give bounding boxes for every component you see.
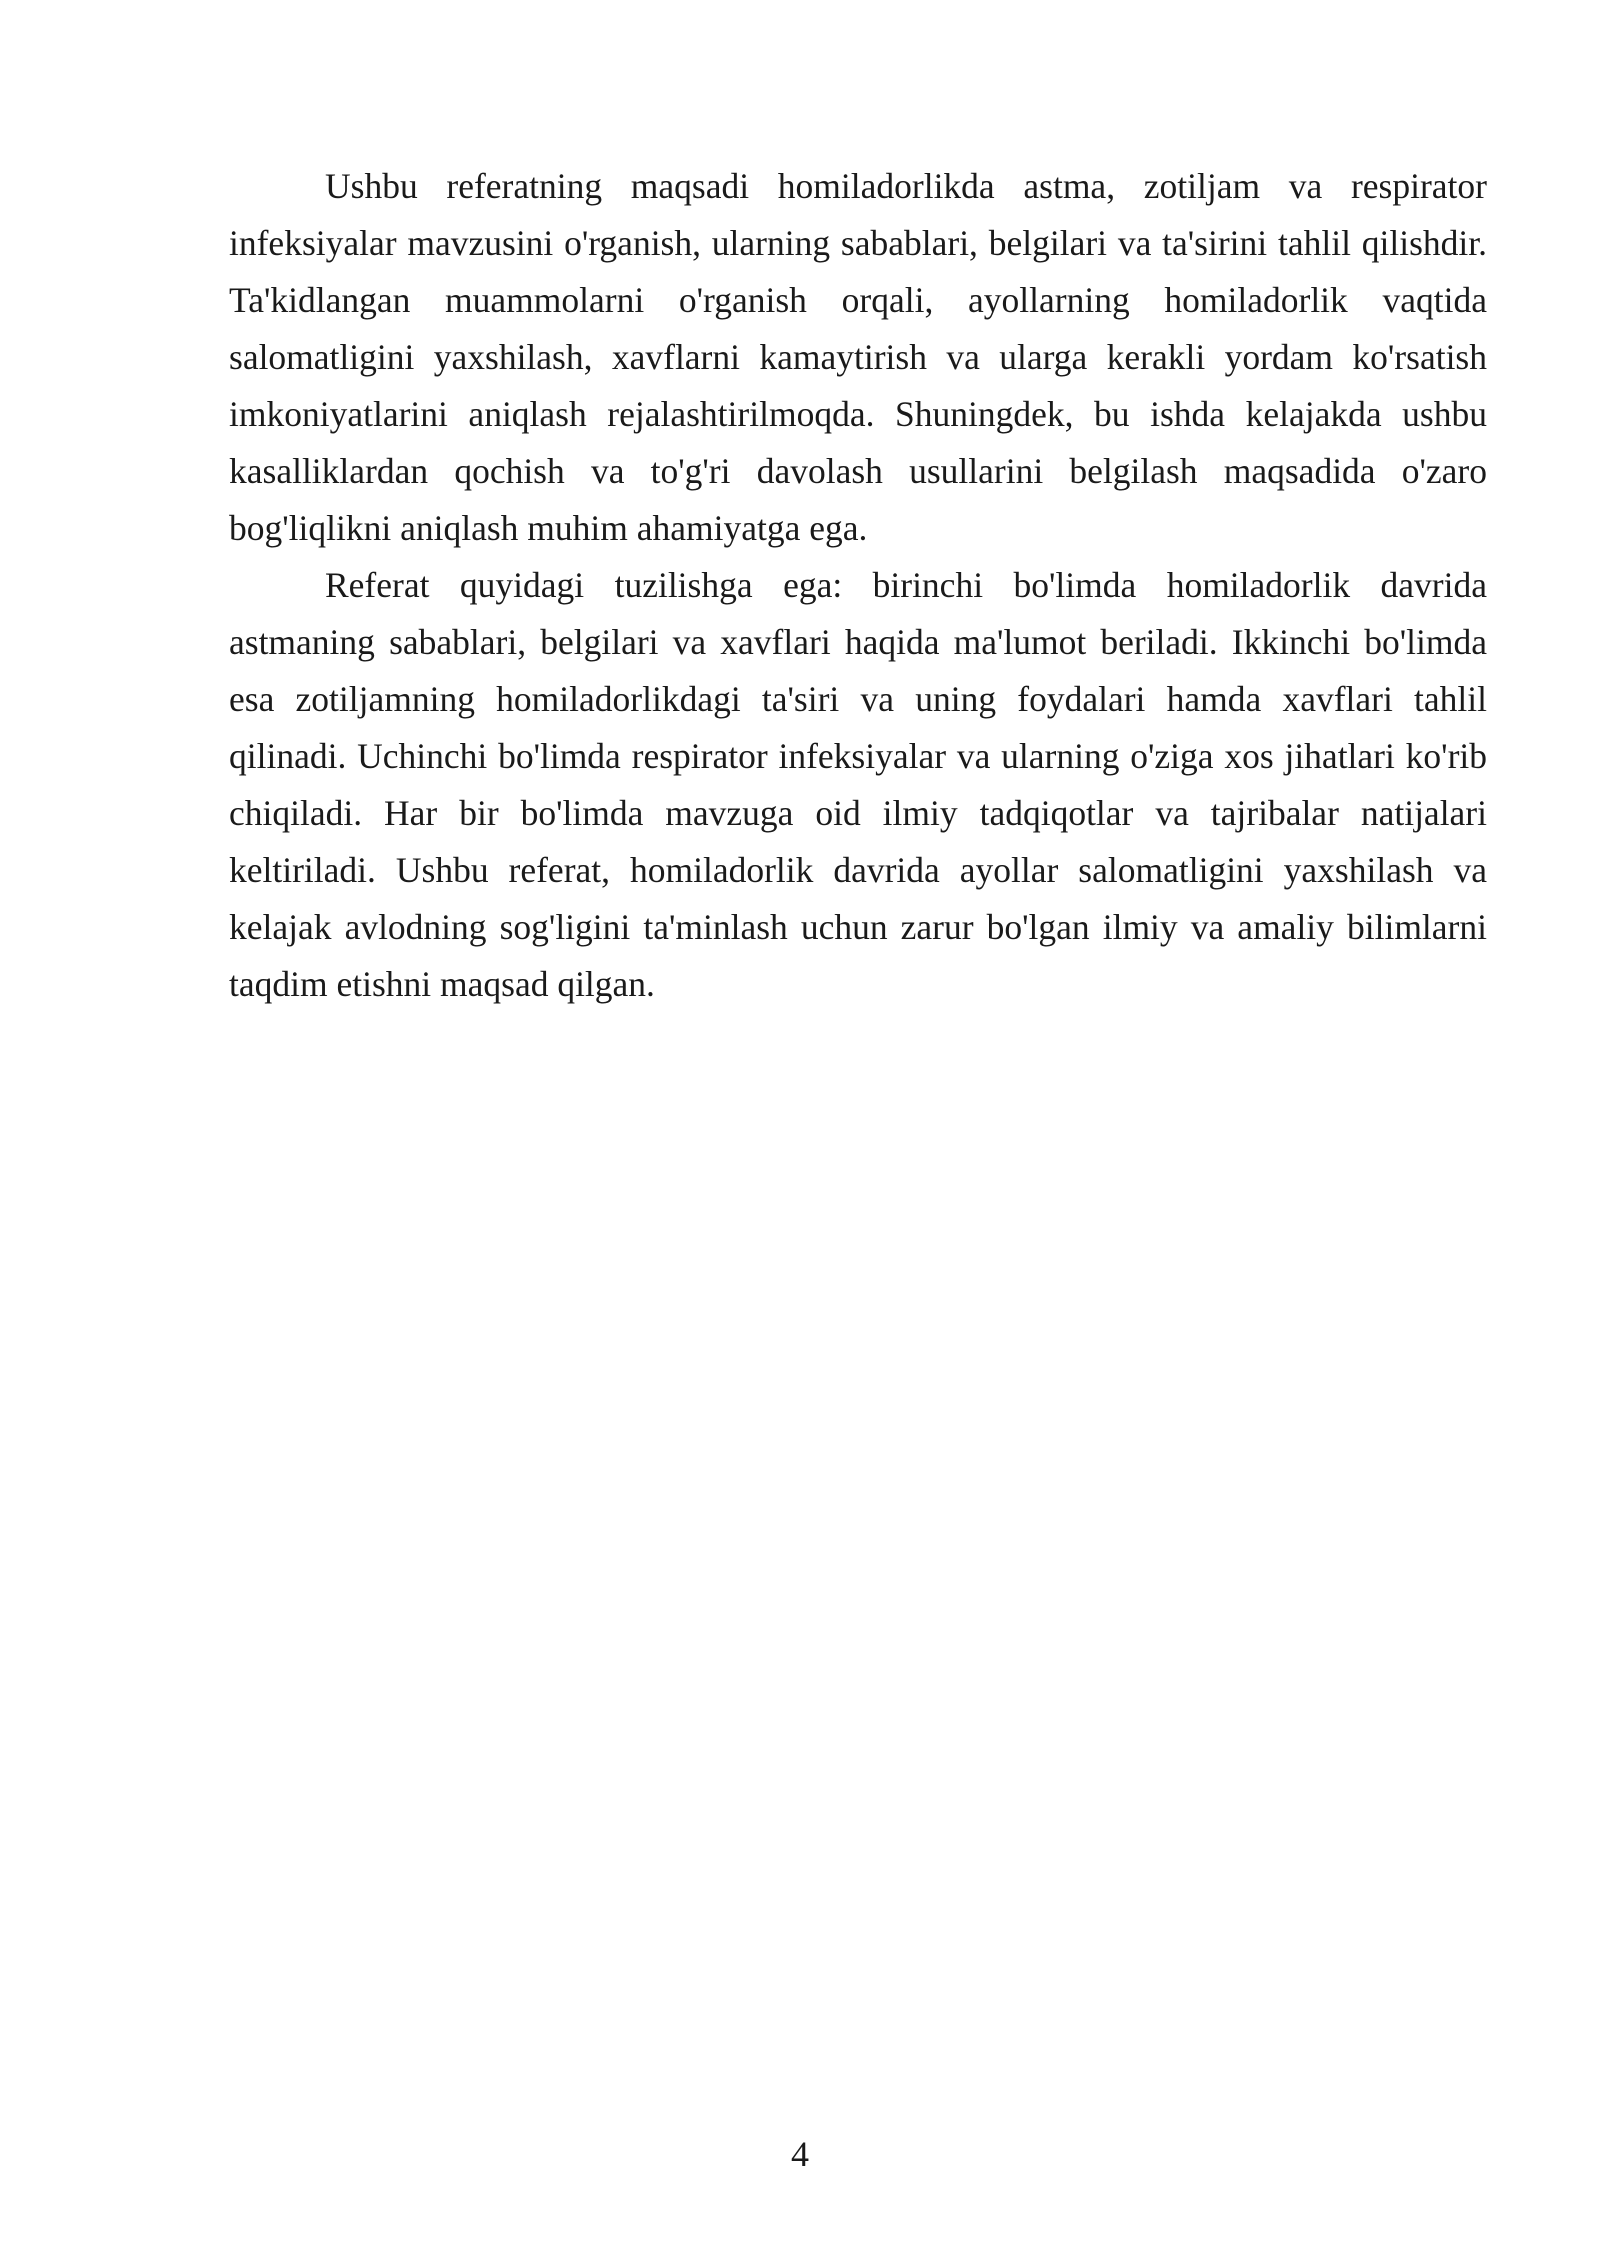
paragraph-purpose: Ushbu referatning maqsadi homiladorlikda astma, zotiljam va respirator infeksiyalar mavzusini o'rganish, ularning sabablari, belgilari va ta'sirini tahlil qilishdir. Ta'kidlangan muammolarni o'rganish orqali, ayollarning homiladorlik vaqtida salomatligini yaxshilash, xavflarni kamaytirish va ularga kerakli yordam ko'rsatish imkoniyatlarini aniqlash rejalashtirilmoqda. Shuningdek, bu ishda kelajakda ushbu kasalliklardan qochish va to'g'ri davolash usullarini belgilash maqsadida o'zaro bog'liqlikni aniqlash muhim ahamiyatga ega. [229, 166, 1487, 548]
body-text [229, 158, 1487, 1013]
paragraph-structure: Referat quyidagi tuzilishga ega: birinchi bo'limda homiladorlik davrida astmaning sabablari, belgilari va xavflari haqida ma'lumot beriladi. Ikkinchi bo'limda esa zotiljamning homiladorlikdagi ta'siri va uning foydalari hamda xavflari tahlil qilinadi. Uchinchi bo'limda respirator infeksiyalar va ularning o'ziga xos jihatlari ko'rib chiqiladi. Har bir bo'limda mavzuga oid ilmiy tadqiqotlar va tajribalar natijalari keltiriladi. Ushbu referat, homiladorlik davrida ayollar salomatligini yaxshilash va kelajak avlodning sog'ligini ta'minlash uchun zarur bo'lgan ilmiy va amaliy bilimlarni taqdim etishni maqsad qilgan. [229, 565, 1487, 1004]
page-number: 4 [791, 2134, 809, 2174]
